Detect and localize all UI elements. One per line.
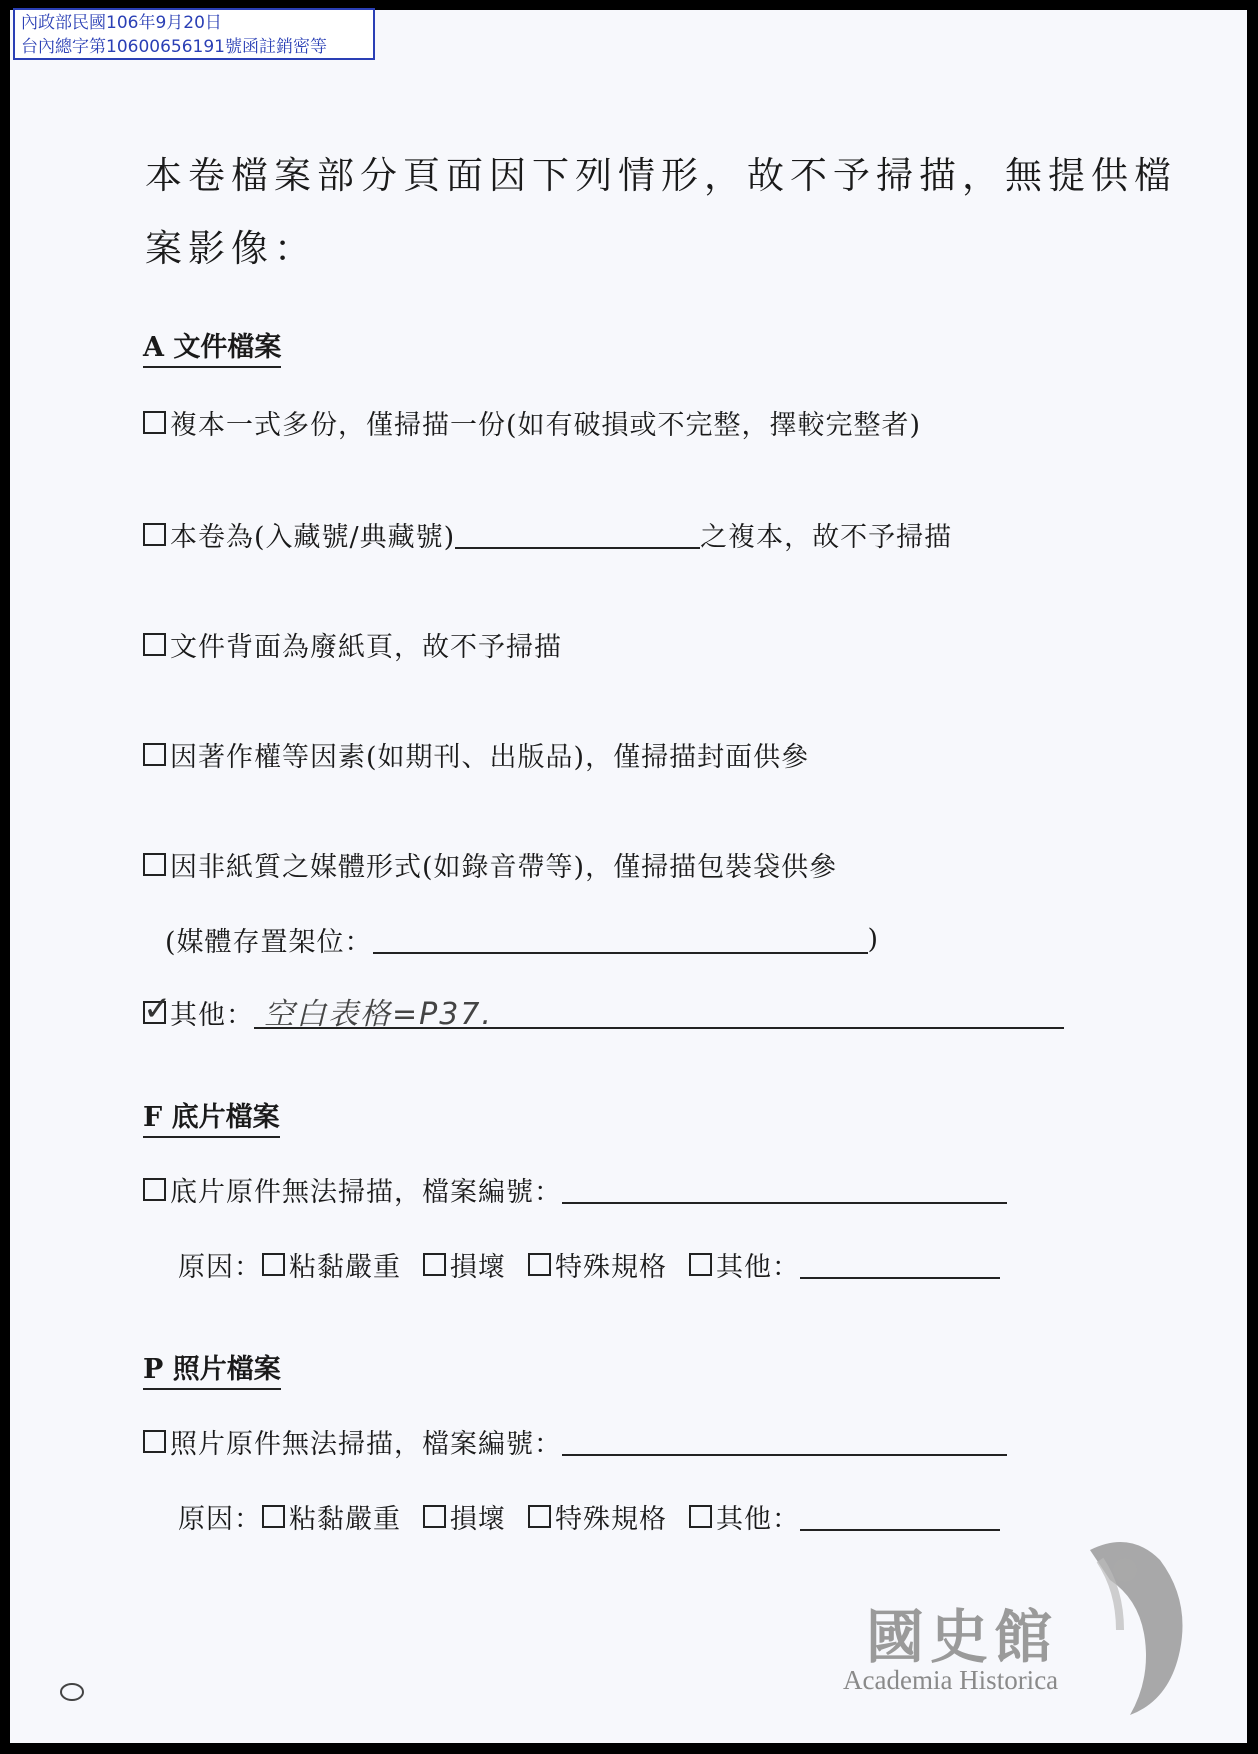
item-photo-unscannable [143,1422,1007,1461]
reason-special-format: 特殊規格 [555,1504,667,1535]
media-shelf-location [165,920,879,959]
handwritten-note: 空白表格=P37. [264,996,493,1032]
reason-damaged: 損壞 [450,1252,506,1283]
section-p-heading: P 照片檔案 [143,1347,281,1390]
watermark-chinese: 國史館 [866,1603,1059,1671]
item-label: 照片原件無法掃描，檔案編號： [170,1429,562,1460]
negative-file-number-blank[interactable] [562,1176,1007,1204]
reason-other: 其他： [716,1252,800,1283]
checkbox[interactable] [143,633,166,656]
title-line-2: 案影像： [145,227,317,270]
checkbox[interactable] [143,853,166,876]
other-reason-blank[interactable] [254,996,1064,1032]
photo-reasons [178,1497,1000,1536]
item-non-paper-media [143,845,837,884]
item-label: 其他： [170,1000,254,1031]
stamp-line-2: 台內總字第10600656191號函註銷密等 [21,37,327,57]
checkbox[interactable] [143,1430,166,1453]
checkbox-damaged[interactable] [423,1505,446,1528]
item-other [143,989,1064,1032]
item-label: 文件背面為廢紙頁，故不予掃描 [170,632,562,663]
other-reason-blank[interactable] [800,1503,1000,1531]
item-copy-of-volume [143,515,952,554]
item-label: 底片原件無法掃描，檔案編號： [170,1177,562,1208]
checkbox-special-format[interactable] [528,1253,551,1276]
checkbox-stuck[interactable] [262,1505,285,1528]
item-copyright [143,735,809,774]
photo-file-number-blank[interactable] [562,1428,1007,1456]
shelf-close-paren: ) [867,924,880,955]
declassification-stamp [13,8,375,60]
item-label: 因非紙質之媒體形式(如錄音帶等)，僅掃描包裝袋供參 [170,852,838,883]
check-mark-icon: ✓ [143,989,173,1029]
checkbox[interactable] [143,743,166,766]
checkbox-stuck[interactable] [262,1253,285,1276]
reason-special-format: 特殊規格 [555,1252,667,1283]
item-label-suffix: 之複本，故不予掃描 [700,522,953,553]
reason-label: 原因： [178,1252,262,1283]
item-negative-unscannable [143,1170,1007,1209]
reason-other: 其他： [716,1504,800,1535]
checkbox[interactable] [143,523,166,546]
checkbox[interactable] [143,411,166,434]
item-label: 因著作權等因素(如期刊、出版品)，僅掃描封面供參 [170,742,810,773]
reason-stuck: 粘黏嚴重 [289,1504,401,1535]
checkbox-damaged[interactable] [423,1253,446,1276]
checkbox[interactable] [143,1178,166,1201]
reason-damaged: 損壞 [450,1504,506,1535]
checkbox-special-format[interactable] [528,1505,551,1528]
checkbox-other[interactable] [689,1505,712,1528]
reason-stuck: 粘黏嚴重 [289,1252,401,1283]
checkbox-checked[interactable] [143,989,173,1029]
watermark-english: Academia Historica [843,1665,1059,1695]
item-label: 複本一式多份，僅掃描一份(如有破損或不完整，擇較完整者) [170,410,922,441]
reason-label: 原因： [178,1504,262,1535]
other-reason-blank[interactable] [800,1251,1000,1279]
academia-historica-logo-icon [1060,1530,1210,1720]
item-waste-paper-back [143,625,562,664]
section-a-heading: A 文件檔案 [143,325,281,368]
item-duplicate-copies [143,403,921,442]
item-label: 本卷為(入藏號/典藏號) [170,522,456,553]
section-f-heading: F 底片檔案 [143,1095,280,1138]
negative-reasons [178,1245,1000,1284]
title-line-1: 本卷檔案部分頁面因下列情形，故不予掃描，無提供檔 [145,154,1177,197]
accession-number-blank[interactable] [455,521,700,549]
shelf-label: (媒體存置架位： [165,927,373,958]
checkbox-other[interactable] [689,1253,712,1276]
margin-circle-mark-icon [57,1680,87,1708]
shelf-location-blank[interactable] [373,926,868,954]
stamp-line-1: 內政部民國106年9月20日 [21,13,222,33]
